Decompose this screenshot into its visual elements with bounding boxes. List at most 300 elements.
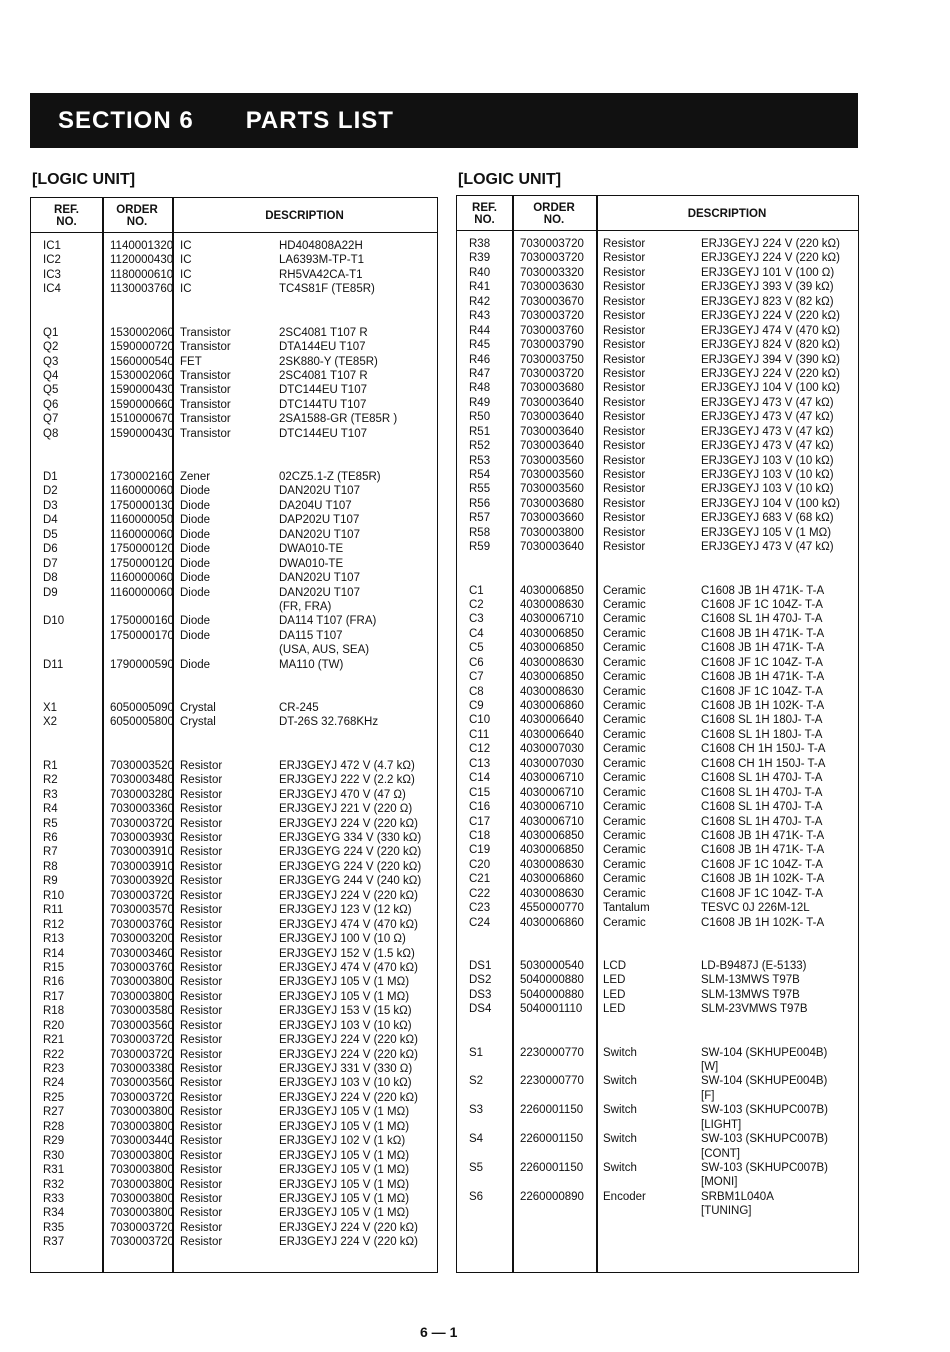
part-description: ERJ3GEYJ 104 V (100 kΩ) (701, 382, 840, 395)
order-no: 6050005800 (110, 716, 174, 729)
table-row (31, 528, 437, 542)
part-description: DAN202U T107 (279, 586, 360, 599)
table-header (457, 196, 858, 231)
part-type: Resistor (180, 918, 223, 931)
ref-no: R14 (43, 947, 65, 960)
part-type: Transistor (180, 369, 231, 382)
part-description: ERJ3GEYJ 474 V (470 kΩ) (701, 324, 840, 337)
table-row (31, 1178, 437, 1192)
order-no: 4030006850 (520, 829, 584, 842)
order-no: 7030003800 (110, 976, 174, 989)
table-row (457, 338, 858, 352)
table-row (457, 1002, 858, 1016)
table-row (457, 843, 858, 857)
part-description: C1608 SL 1H 470J- T-A (701, 815, 823, 828)
order-no: 4030007030 (520, 743, 584, 756)
ref-no: R49 (469, 396, 491, 409)
ref-no: D8 (43, 572, 58, 585)
part-type: Resistor (603, 541, 646, 554)
ref-no: R53 (469, 454, 491, 467)
part-type: Ceramic (603, 642, 646, 655)
part-description: ERJ3GEYJ 104 V (100 kΩ) (701, 497, 840, 510)
table-row (457, 685, 858, 699)
part-description: ERJ3GEYJ 224 V (220 kΩ) (701, 367, 840, 380)
ref-no: R41 (469, 281, 491, 294)
part-description: ERJ3GEYJ 105 V (1 MΩ) (279, 1164, 410, 1177)
part-description: [F] (701, 1089, 715, 1102)
part-description: ERJ3GEYJ 105 V (1 MΩ) (279, 1120, 410, 1133)
ref-no: R10 (43, 889, 65, 902)
part-type: Resistor (180, 990, 223, 1003)
order-no: 7030003560 (110, 1019, 174, 1032)
table-row (31, 253, 437, 267)
ref-no: R32 (43, 1178, 65, 1191)
order-no: 2230000770 (520, 1046, 584, 1059)
ref-no: C14 (469, 772, 491, 785)
order-no: 7030003670 (520, 295, 584, 308)
order-no: 4030006850 (520, 627, 584, 640)
part-description: ERJ3GEYJ 105 V (1 MΩ) (279, 976, 410, 989)
ref-no: D2 (43, 485, 58, 498)
part-description: SW-104 (SKHUPE004B) (701, 1046, 828, 1059)
part-type: Resistor (180, 1077, 223, 1090)
part-description: ERJ3GEYJ 331 V (330 Ω) (279, 1063, 413, 1075)
part-description: ERJ3GEYJ 105 V (1 MΩ) (701, 526, 832, 539)
order-no: 1590000660 (110, 398, 174, 411)
ref-no: C4 (469, 627, 484, 640)
part-type: IC (180, 283, 192, 296)
part-description: ERJ3GEYJ 101 V (100 Ω) (701, 266, 835, 279)
part-type: Resistor (180, 1005, 223, 1018)
table-row (457, 627, 858, 641)
part-description: TESVC 0J 226M-12L (701, 902, 810, 915)
part-description: ERJ3GEYJ 103 V (10 kΩ) (701, 469, 834, 481)
part-description: C1608 SL 1H 180J- T-A (701, 714, 823, 727)
part-description: ERJ3GEYJ 224 V (220 kΩ) (279, 817, 418, 830)
ref-no: Q6 (43, 398, 59, 411)
part-description: [LIGHT] (701, 1118, 742, 1131)
part-type: Diode (180, 528, 211, 541)
part-description: LA6393M-TP-T1 (279, 254, 365, 267)
part-description: ERJ3GEYJ 102 V (1 kΩ) (279, 1135, 406, 1148)
table-row (31, 658, 437, 672)
table-row (457, 468, 858, 482)
part-type: Resistor (603, 526, 646, 539)
part-description: C1608 CH 1H 150J- T-A (701, 743, 826, 756)
part-description: DWA010-TE (279, 543, 344, 556)
table-row (457, 1118, 858, 1132)
part-description: CR-245 (279, 702, 319, 715)
part-description: ERJ3GEYJ 152 V (1.5 kΩ) (279, 947, 415, 960)
table-row (31, 499, 437, 513)
ref-no: R33 (43, 1192, 65, 1205)
table-row (457, 1175, 858, 1189)
part-type: Resistor (603, 339, 646, 352)
order-no: 2230000770 (520, 1075, 584, 1088)
ref-no: D10 (43, 615, 65, 628)
table-header (31, 198, 437, 233)
ref-no: R28 (43, 1120, 65, 1133)
order-no: 7030003560 (110, 1077, 174, 1090)
order-no: 1750000160 (110, 615, 174, 628)
part-type: Resistor (603, 382, 646, 395)
order-no: 7030003930 (110, 832, 174, 844)
order-no: 7030003800 (110, 1178, 174, 1191)
header-ref: REF. NO. (54, 204, 79, 228)
order-no: 4030006710 (520, 815, 584, 828)
part-type: Resistor (180, 1149, 223, 1162)
table-row (457, 1132, 858, 1146)
order-no: 7030003580 (110, 1005, 174, 1018)
part-description: ERJ3GEYJ 105 V (1 MΩ) (279, 1207, 410, 1220)
table-row (457, 656, 858, 670)
part-type: Resistor (180, 1106, 223, 1119)
table-row (457, 1046, 858, 1060)
ref-no: Q8 (43, 427, 59, 440)
part-type: Ceramic (603, 728, 646, 741)
table-row (31, 831, 437, 845)
ref-no: S1 (469, 1046, 484, 1059)
ref-no: D6 (43, 543, 58, 556)
spacer-row (31, 672, 437, 701)
part-description: ERJ3GEYG 224 V (220 kΩ) (279, 860, 422, 873)
table-row (457, 526, 858, 540)
ref-no: IC1 (43, 240, 61, 252)
part-type: Ceramic (603, 757, 646, 770)
table-row (457, 410, 858, 424)
section-title-bar (30, 93, 858, 148)
part-description: MA110 (TW) (279, 658, 344, 671)
part-description: ERJ3GEYJ 470 V (47 Ω) (279, 788, 406, 801)
ref-no: R55 (469, 483, 491, 496)
header-description: DESCRIPTION (687, 208, 767, 220)
part-type: Resistor (603, 238, 646, 250)
table-row (31, 513, 437, 527)
part-type: Diode (180, 485, 211, 498)
ref-no: C2 (469, 598, 484, 611)
part-type: IC (180, 254, 192, 267)
part-type: Resistor (603, 425, 646, 438)
ref-no: C16 (469, 801, 491, 814)
order-no: 4030006850 (520, 671, 584, 684)
part-type: Resistor (180, 961, 223, 974)
table-row (457, 728, 858, 742)
ref-no: D7 (43, 557, 58, 570)
part-type: Resistor (180, 889, 223, 902)
table-row (457, 454, 858, 468)
part-description: C1608 SL 1H 470J- T-A (701, 772, 823, 785)
order-no: 7030003520 (110, 759, 174, 772)
part-description: ERJ3GEYJ 824 V (820 kΩ) (701, 339, 840, 352)
order-no: 7030003200 (110, 933, 174, 946)
part-description: SRBM1L040A (701, 1190, 774, 1203)
header-order: ORDER NO. (116, 204, 158, 228)
order-no: 4030006640 (520, 728, 584, 741)
table-row (457, 959, 858, 973)
part-description: C1608 JB 1H 102K- T-A (701, 700, 825, 713)
part-type: Resistor (180, 933, 223, 946)
order-no: 7030003720 (110, 1236, 174, 1249)
part-type: Resistor (180, 1164, 223, 1177)
table-row (31, 701, 437, 715)
part-type: Resistor (603, 440, 646, 453)
ref-no: C18 (469, 829, 491, 842)
ref-no: Q4 (43, 369, 59, 382)
table-row (31, 889, 437, 903)
order-no: 1510000670 (110, 413, 174, 426)
part-type: Resistor (180, 860, 223, 873)
section-number: SECTION 6 (58, 106, 194, 134)
part-type: Zener (180, 471, 211, 484)
part-type: Resistor (180, 846, 223, 859)
ref-no: R5 (43, 817, 58, 830)
part-description: [CONT] (701, 1147, 740, 1160)
part-type: Transistor (180, 413, 231, 426)
table-row (457, 237, 858, 251)
part-type: Transistor (180, 398, 231, 411)
part-type: Resistor (180, 1221, 223, 1234)
part-type: Diode (180, 543, 211, 556)
part-description: C1608 JF 1C 104Z- T-A (701, 685, 823, 698)
ref-no: C13 (469, 757, 491, 770)
part-type: Resistor (180, 904, 223, 917)
part-description: DT-26S 32.768KHz (279, 716, 379, 729)
ref-no: R43 (469, 310, 491, 323)
part-type: Ceramic (603, 887, 646, 900)
part-description: ERJ3GEYJ 473 V (47 kΩ) (701, 411, 834, 424)
part-type: Resistor (603, 324, 646, 337)
table-row (457, 1089, 858, 1103)
part-type: Resistor (180, 1120, 223, 1133)
table-row (457, 973, 858, 987)
ref-no: IC3 (43, 268, 61, 281)
part-description: ERJ3GEYJ 474 V (470 kΩ) (279, 918, 418, 931)
ref-no: R44 (469, 324, 491, 337)
part-description: C1608 JB 1H 102K- T-A (701, 916, 825, 929)
order-no: 4550000770 (520, 902, 584, 915)
part-description: C1608 SL 1H 470J- T-A (701, 801, 823, 814)
part-type: Diode (180, 629, 211, 642)
part-type: Resistor (180, 1019, 223, 1032)
table-row (31, 470, 437, 484)
spacer-row (31, 730, 437, 759)
part-type: Ceramic (603, 598, 646, 611)
part-description: DAP202U T107 (279, 514, 360, 527)
part-type: Resistor (603, 266, 646, 279)
table-row (457, 367, 858, 381)
order-no: 7030003720 (520, 367, 584, 380)
table-row (457, 916, 858, 930)
part-type: Ceramic (603, 613, 646, 626)
order-no: 7030003800 (110, 1207, 174, 1220)
ref-no: R51 (469, 425, 491, 438)
order-no: 7030003800 (110, 1106, 174, 1119)
table-row (31, 383, 437, 397)
part-description: C1608 JB 1H 471K- T-A (701, 671, 825, 684)
ref-no: R34 (43, 1207, 65, 1220)
table-row (31, 484, 437, 498)
part-type: Transistor (180, 427, 231, 440)
part-type: Ceramic (603, 786, 646, 799)
table-row (457, 887, 858, 901)
order-no: 7030003800 (110, 990, 174, 1003)
part-description: ERJ3GEYG 334 V (330 kΩ) (279, 832, 422, 844)
ref-no: C17 (469, 815, 491, 828)
ref-no: R18 (43, 1005, 65, 1018)
part-type: Ceramic (603, 829, 646, 842)
ref-no: DS2 (469, 974, 492, 987)
table-row (31, 557, 437, 571)
table-row (457, 988, 858, 1002)
page-number: 6 — 1 (420, 1324, 458, 1340)
part-description: ERJ3GEYJ 105 V (1 MΩ) (279, 1192, 410, 1205)
ref-no: Q2 (43, 341, 59, 354)
part-description: ERJ3GEYJ 224 V (220 kΩ) (279, 889, 418, 902)
order-no: 4030008630 (520, 858, 584, 871)
table-row (457, 511, 858, 525)
order-no: 7030003790 (520, 339, 584, 352)
table-row (31, 571, 437, 585)
table-row (31, 845, 437, 859)
ref-no: R23 (43, 1063, 65, 1075)
ref-no: R16 (43, 976, 65, 989)
table-row (31, 369, 437, 383)
table-row (31, 860, 437, 874)
order-no: 2260001150 (520, 1162, 584, 1175)
ref-no: C9 (469, 700, 484, 713)
ref-no: R30 (43, 1149, 65, 1162)
part-type: Ceramic (603, 714, 646, 727)
table-row (457, 641, 858, 655)
ref-no: C11 (469, 728, 490, 741)
order-no: 7030003640 (520, 396, 584, 409)
part-type: Resistor (180, 1236, 223, 1249)
order-no: 7030003760 (110, 918, 174, 931)
order-no: 7030003320 (520, 266, 584, 279)
part-type: Resistor (603, 310, 646, 323)
table-row (31, 239, 437, 253)
part-type: Resistor (603, 411, 646, 424)
part-description: DWA010-TE (279, 557, 344, 570)
ref-no: C5 (469, 642, 484, 655)
spacer-row (457, 930, 858, 959)
ref-no: R8 (43, 860, 58, 873)
ref-no: C6 (469, 656, 484, 669)
table-row (31, 629, 437, 643)
order-no: 4030006640 (520, 714, 584, 727)
spacer-row (31, 441, 437, 470)
ref-no: D3 (43, 499, 58, 512)
part-description: C1608 SL 1H 470J- T-A (701, 786, 823, 799)
part-description: ERJ3GEYJ 473 V (47 kΩ) (701, 396, 834, 409)
part-type: LED (603, 988, 626, 1001)
ref-no: C20 (469, 858, 491, 871)
order-no: 6050005090 (110, 702, 174, 715)
table-row (31, 1033, 437, 1047)
order-no: 4030008630 (520, 887, 584, 900)
table-row (457, 612, 858, 626)
part-type: Resistor (180, 1135, 223, 1148)
order-no: 4030006850 (520, 584, 584, 597)
part-type: Resistor (603, 252, 646, 265)
part-description: DTC144EU T107 (279, 384, 367, 397)
part-description: 2SA1588-GR (TE85R ) (279, 413, 398, 426)
part-description: C1608 JB 1H 471K- T-A (701, 829, 825, 842)
part-type: Resistor (180, 759, 223, 772)
table-row (457, 439, 858, 453)
table-row (31, 990, 437, 1004)
table-row (31, 355, 437, 369)
ref-no: C22 (469, 887, 491, 900)
part-description: DA204U T107 (279, 499, 352, 512)
part-type: IC (180, 268, 192, 281)
part-description: ERJ3GEYJ 823 V (82 kΩ) (701, 295, 834, 308)
ref-no: DS1 (469, 959, 492, 972)
table-row (31, 1149, 437, 1163)
ref-no: D5 (43, 528, 58, 541)
table-row (457, 540, 858, 554)
part-description: ERJ3GEYJ 394 V (390 kΩ) (701, 353, 840, 366)
table-row (31, 1091, 437, 1105)
part-type: Ceramic (603, 916, 646, 929)
ref-no: R20 (43, 1019, 65, 1032)
ref-no: C7 (469, 671, 484, 684)
part-type: Ceramic (603, 858, 646, 871)
part-type: Resistor (603, 497, 646, 510)
table-row (31, 961, 437, 975)
part-description: DTA144EU T107 (279, 341, 366, 354)
spacer-row (457, 1017, 858, 1046)
order-no: 7030003560 (520, 483, 584, 496)
part-description: [TUNING] (701, 1205, 752, 1218)
ref-no: R9 (43, 875, 58, 888)
order-no: 1590000430 (110, 427, 174, 440)
order-no: 7030003800 (110, 1192, 174, 1205)
part-description: ERJ3GEYJ 224 V (220 kΩ) (279, 1221, 418, 1234)
part-description: ERJ3GEYJ 100 V (10 Ω) (279, 933, 406, 946)
table-row (457, 901, 858, 915)
table-row (31, 1235, 437, 1249)
order-no: 7030003560 (520, 469, 584, 481)
part-description: SLM-13MWS T97B (701, 988, 800, 1001)
ref-no: S2 (469, 1075, 484, 1088)
part-type: Resistor (603, 483, 646, 496)
table-row (31, 759, 437, 773)
order-no: 7030003640 (520, 425, 584, 438)
ref-no: S4 (469, 1133, 484, 1146)
table-row (457, 598, 858, 612)
ref-no: R12 (43, 918, 65, 931)
table-row (457, 815, 858, 829)
order-no: 7030003640 (520, 411, 584, 424)
table-row (31, 600, 437, 614)
order-no: 1530002060 (110, 326, 174, 339)
part-type: Resistor (180, 832, 223, 844)
part-type: Resistor (180, 817, 223, 830)
part-type: Ceramic (603, 584, 646, 597)
part-description: ERJ3GEYJ 153 V (15 kΩ) (279, 1005, 412, 1018)
ref-no: IC2 (43, 254, 61, 267)
header-order: ORDER NO. (533, 202, 575, 226)
order-no: 7030003460 (110, 947, 174, 960)
table-row (31, 932, 437, 946)
part-type: Resistor (603, 281, 646, 294)
ref-no: R2 (43, 774, 58, 787)
table-row (457, 1074, 858, 1088)
part-type: Resistor (180, 1192, 223, 1205)
table-row (31, 918, 437, 932)
part-description: ERJ3GEYJ 105 V (1 MΩ) (279, 1149, 410, 1162)
